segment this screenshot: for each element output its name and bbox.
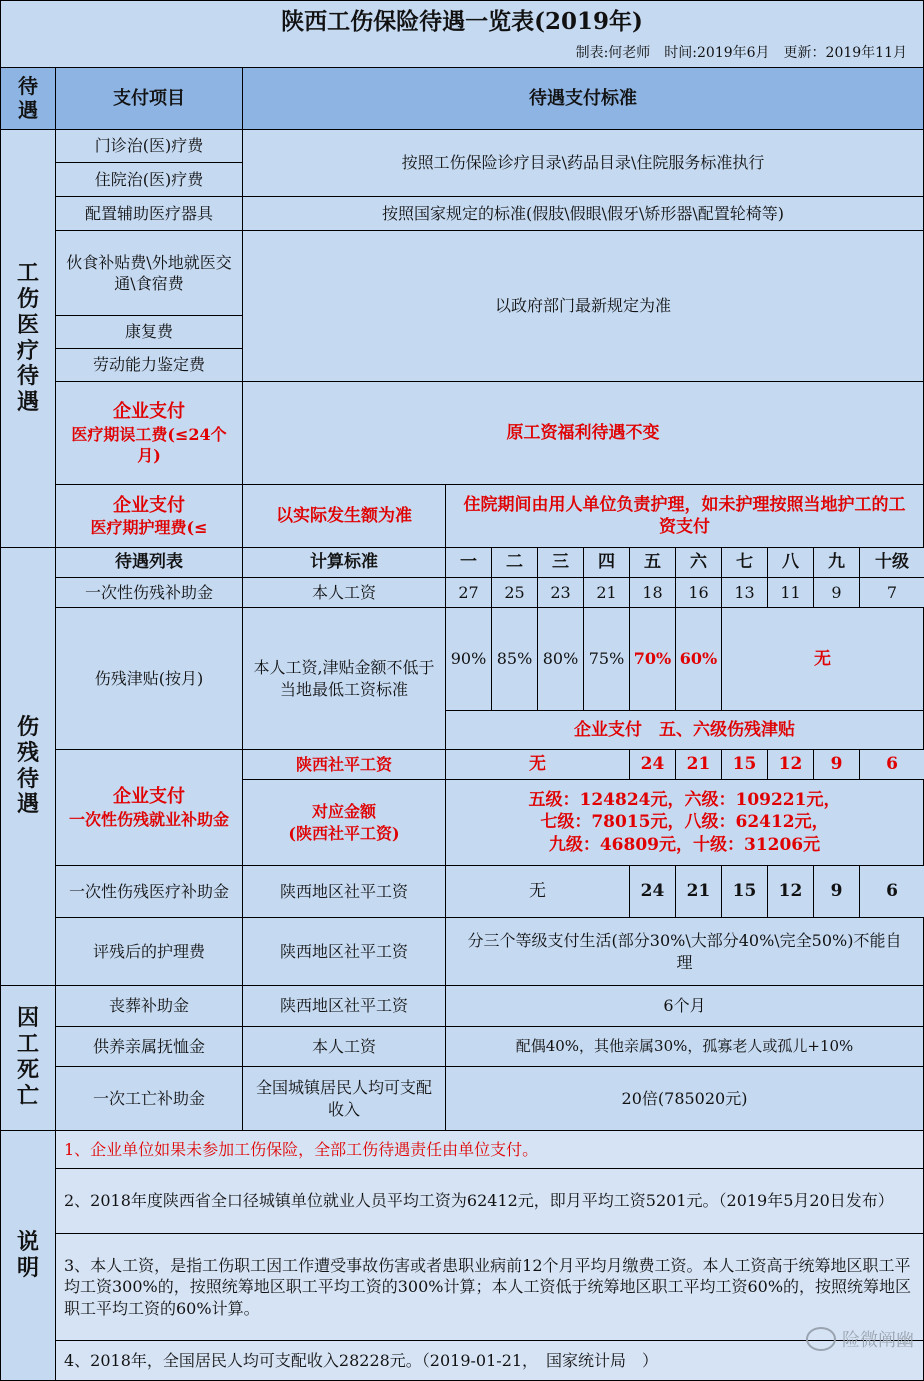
- dependent-standard: 配偶40%，其他亲属30%，孤寡老人或孤儿+10%: [445, 1026, 924, 1067]
- medical-lump-value-10: 6: [859, 865, 924, 918]
- employment-value-6: 21: [675, 749, 722, 780]
- watermark: [806, 1326, 914, 1352]
- wage-loss-label: 医疗期误工费(≤24个月): [71, 424, 227, 465]
- header-item: 支付项目: [55, 67, 243, 130]
- aid-devices-item: 配置辅助医疗器具: [55, 196, 243, 231]
- inpatient-item: 住院治(医)疗费: [55, 162, 243, 197]
- watermark-text: 险微阐幽: [842, 1330, 914, 1351]
- employment-amount-line-2: 七级：78015元，八级：62412元，: [540, 812, 829, 833]
- section-disability: [0, 547, 56, 986]
- section-death-text: 因工死亡: [16, 1005, 39, 1109]
- dependent-item: 供养亲属抚恤金: [55, 1026, 243, 1067]
- nursing-actual: 以实际发生额为准: [242, 484, 446, 548]
- section-medical: [0, 129, 56, 548]
- employment-amounts: [445, 779, 924, 866]
- note-1: 1、企业单位如果未参加工伤保险，全部工伤待遇责任由单位支付。: [55, 1130, 924, 1169]
- medical-lump-value-9: 9: [813, 865, 860, 918]
- employment-value-10: 6: [859, 749, 924, 780]
- section-notes: [0, 1130, 56, 1381]
- allowance-item: 伤残津贴(按月): [55, 607, 243, 750]
- title-bar: [0, 0, 924, 68]
- medical-lump-value-6: 21: [675, 865, 722, 918]
- table-meta: 制表:何老师 时间:2019年6月 更新：2019年11月: [575, 45, 907, 61]
- allowance-value-4: 75%: [583, 607, 630, 711]
- employment-value-9: 9: [813, 749, 860, 780]
- medical-lump-value-7: 15: [721, 865, 768, 918]
- employment-payer: 企业支付: [113, 786, 185, 808]
- appraisal-item: 劳动能力鉴定费: [55, 348, 243, 382]
- nursing-standard: 住院期间由用人单位负责护理，如未护理按照当地护工的工资支付: [445, 484, 924, 548]
- death-lump-standard: 20倍(785020元): [445, 1066, 924, 1131]
- allowance-note: 企业支付 五、六级伤残津贴: [445, 710, 924, 750]
- lump-sum-value-5: 18: [629, 577, 676, 608]
- section-notes-text: 说明: [16, 1228, 39, 1281]
- lump-sum-item: 一次性伤残补助金: [55, 577, 243, 608]
- employment-amount-line-1: 五级：124824元，六级：109221元，: [528, 789, 841, 810]
- grade-header-6: 六: [675, 547, 722, 578]
- wechat-icon: [806, 1327, 836, 1351]
- employment-value-8: 12: [767, 749, 814, 780]
- section-disability-text: 伤残待遇: [16, 713, 39, 818]
- employment-amount-label: 对应金额 (陕西社平工资): [242, 779, 446, 866]
- gov-standard: 以政府部门最新规定为准: [242, 230, 924, 382]
- allowance-value-6: 60%: [675, 607, 722, 711]
- lump-sum-value-6: 16: [675, 577, 722, 608]
- grade-header-1: 一: [445, 547, 492, 578]
- wage-loss-item: [55, 381, 243, 485]
- lump-sum-value-2: 25: [491, 577, 538, 608]
- employment-basis: 陕西社平工资: [242, 749, 446, 780]
- nursing-payer: 企业支付: [113, 494, 185, 516]
- funeral-standard: 6个月: [445, 985, 924, 1027]
- employment-amount-line-3: 九级：46809元，十级：31206元: [548, 834, 821, 855]
- note-4: 4、2018年，全国居民人均可支配收入28228元。（2019-01-21， 国家统计局 ）: [55, 1340, 924, 1381]
- allowance-value-1: 90%: [445, 607, 492, 711]
- allowance-value-5: 70%: [629, 607, 676, 711]
- note-3: 3、本人工资，是指工伤职工因工作遭受事故伤害或者患职业病前12个月平均月缴费工资。本人工资高于统筹地区职工平均工资300%的，按照统筹地区职工平均工资的300%计算；本人工资低于统筹地区职工平均工资60%的，按照统筹地区职工平均工资的60%计算。: [55, 1233, 924, 1341]
- care-basis: 陕西地区社平工资: [242, 917, 446, 986]
- grade-header-7: 七: [721, 547, 768, 578]
- lump-sum-value-3: 23: [537, 577, 584, 608]
- note-2: 2、2018年度陕西省全口径城镇单位就业人员平均工资为62412元，即月平均工资5201元。（2019年5月20日发布）: [55, 1168, 924, 1234]
- grade-header-5: 五: [629, 547, 676, 578]
- employment-value-5: 24: [629, 749, 676, 780]
- treatment-standard: 按照工伤保险诊疗目录\药品目录\住院服务标准执行: [242, 129, 924, 197]
- lump-sum-value-7: 13: [721, 577, 768, 608]
- medical-lump-item: 一次性伤残医疗补助金: [55, 865, 243, 918]
- col-item-header: 待遇列表: [55, 547, 243, 578]
- grade-header-2: 二: [491, 547, 538, 578]
- grade-header-4: 四: [583, 547, 630, 578]
- employment-none: 无: [445, 749, 630, 780]
- nursing-label: 医疗期护理费(≤: [90, 518, 208, 538]
- grade-header-9: 九: [813, 547, 860, 578]
- lump-sum-value-9: 9: [813, 577, 860, 608]
- section-medical-text: 工伤医疗待遇: [16, 259, 39, 416]
- meal-transport-item: 伙食补贴费\外地就医交通\食宿费: [55, 230, 243, 316]
- header-category-text: 待遇: [18, 73, 38, 122]
- medical-lump-value-5: 24: [629, 865, 676, 918]
- dependent-basis: 本人工资: [242, 1026, 446, 1067]
- aid-devices-standard: 按照国家规定的标准(假肢\假眼\假牙\矫形器\配置轮椅等): [242, 196, 924, 231]
- funeral-item: 丧葬补助金: [55, 985, 243, 1027]
- header-category: [0, 67, 56, 130]
- care-item: 评残后的护理费: [55, 917, 243, 986]
- outpatient-item: 门诊治(医)疗费: [55, 129, 243, 163]
- employment-value-7: 15: [721, 749, 768, 780]
- allowance-basis: 本人工资,津贴金额不低于当地最低工资标准: [242, 607, 446, 750]
- grade-header-3: 三: [537, 547, 584, 578]
- header-standard: 待遇支付标准: [242, 67, 924, 130]
- death-lump-item: 一次工亡补助金: [55, 1066, 243, 1131]
- employment-item: [55, 749, 243, 866]
- care-standard: 分三个等级支付生活(部分30%\大部分40%\完全50%)不能自理: [445, 917, 924, 986]
- rehab-item: 康复费: [55, 315, 243, 349]
- medical-lump-value-8: 12: [767, 865, 814, 918]
- funeral-basis: 陕西地区社平工资: [242, 985, 446, 1027]
- grade-header-8: 八: [767, 547, 814, 578]
- allowance-value-3: 80%: [537, 607, 584, 711]
- section-death: [0, 985, 56, 1131]
- allowance-value-2: 85%: [491, 607, 538, 711]
- employment-label: 一次性伤残就业补助金: [68, 809, 229, 829]
- col-basis-header: 计算标准: [242, 547, 446, 578]
- medical-lump-basis: 陕西地区社平工资: [242, 865, 446, 918]
- death-lump-basis: 全国城镇居民人均可支配收入: [242, 1066, 446, 1131]
- nursing-item: [55, 484, 243, 548]
- lump-sum-value-10: 7: [859, 577, 924, 608]
- lump-sum-value-1: 27: [445, 577, 492, 608]
- lump-sum-value-4: 21: [583, 577, 630, 608]
- medical-lump-none: 无: [445, 865, 630, 918]
- wage-loss-payer: 企业支付: [113, 401, 185, 423]
- grade-header-10: 十级: [859, 547, 924, 578]
- lump-sum-basis: 本人工资: [242, 577, 446, 608]
- wage-loss-standard: 原工资福利待遇不变: [242, 381, 924, 485]
- allowance-none: 无: [721, 607, 924, 711]
- lump-sum-value-8: 11: [767, 577, 814, 608]
- page-title: 陕西工伤保险待遇一览表(2019年): [281, 8, 643, 35]
